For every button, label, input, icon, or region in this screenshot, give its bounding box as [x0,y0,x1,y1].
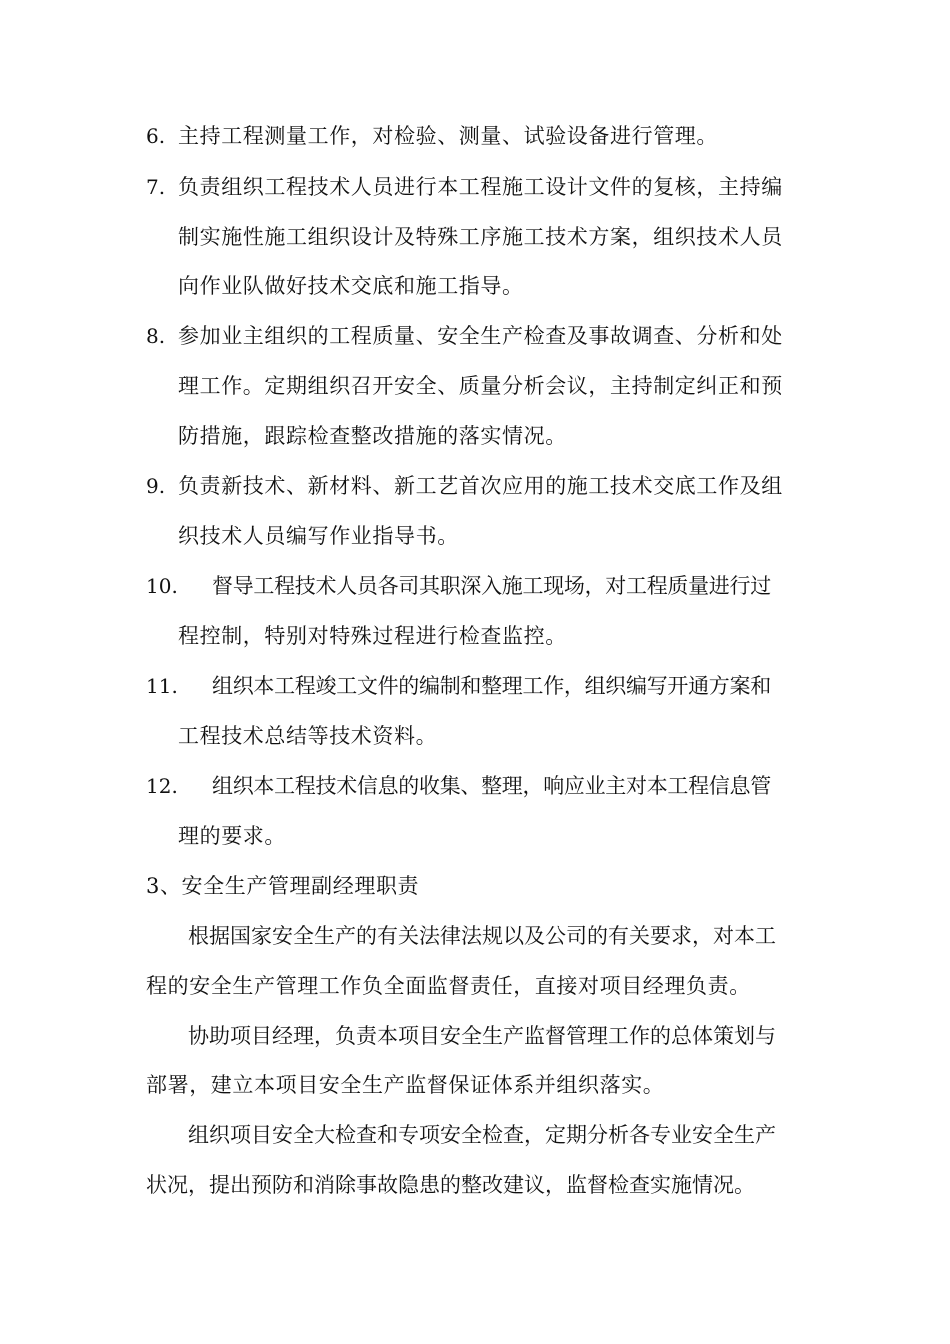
list-item-text: 负责新技术、新材料、新工艺首次应用的施工技术交底工作及组 [178,474,783,498]
paragraph-text: 根据国家安全生产的有关法律法规以及公司的有关要求，对本工 [188,924,776,948]
list-item-text: 参加业主组织的工程质量、安全生产检查及事故调查、分析和处 [178,324,783,348]
paragraph-text: 协助项目经理，负责本项目安全生产监督管理工作的总体策划与 [188,1024,776,1048]
list-item-text: 工程技术总结等技术资料。 [178,724,438,748]
paragraph-text: 程的安全生产管理工作负全面监督责任，直接对项目经理负责。 [146,974,751,998]
list-item-number: 11. [146,674,178,698]
list-item-number: 7. [146,175,166,199]
list-item-text: 理工作。定期组织召开安全、质量分析会议，主持制定纠正和预 [178,374,783,398]
list-item-text: 理的要求。 [178,824,286,848]
list-item-text: 组织本工程技术信息的收集、整理，响应业主对本工程信息管 [212,774,771,798]
list-item-number: 6. [146,124,166,148]
section-heading: 3、安全生产管理副经理职责 [146,874,420,898]
list-item-text: 主持工程测量工作，对检验、测量、试验设备进行管理。 [178,124,718,148]
list-item-text: 负责组织工程技术人员进行本工程施工设计文件的复核，主持编 [178,175,783,199]
list-item-text: 组织本工程竣工文件的编制和整理工作，组织编写开通方案和 [212,674,771,698]
list-item-number: 9. [146,474,166,498]
list-item-number: 8. [146,324,166,348]
list-item-text: 程控制，特别对特殊过程进行检查监控。 [178,624,567,648]
list-item-text: 督导工程技术人员各司其职深入施工现场，对工程质量进行过 [212,574,771,598]
list-item-number: 12. [146,774,178,798]
list-item-text: 防措施，跟踪检查整改措施的落实情况。 [178,424,567,448]
paragraph-text: 状况，提出预防和消除事故隐患的整改建议，监督检查实施情况。 [146,1173,755,1197]
list-item-text: 制实施性施工组织设计及特殊工序施工技术方案，组织技术人员 [178,225,783,249]
list-item-number: 10. [146,574,178,598]
paragraph-text: 组织项目安全大检查和专项安全检查，定期分析各专业安全生产 [188,1123,776,1147]
list-item-text: 织技术人员编写作业指导书。 [178,524,459,548]
list-item-text: 向作业队做好技术交底和施工指导。 [178,274,524,298]
paragraph-text: 部署，建立本项目安全生产监督保证体系并组织落实。 [146,1073,665,1097]
